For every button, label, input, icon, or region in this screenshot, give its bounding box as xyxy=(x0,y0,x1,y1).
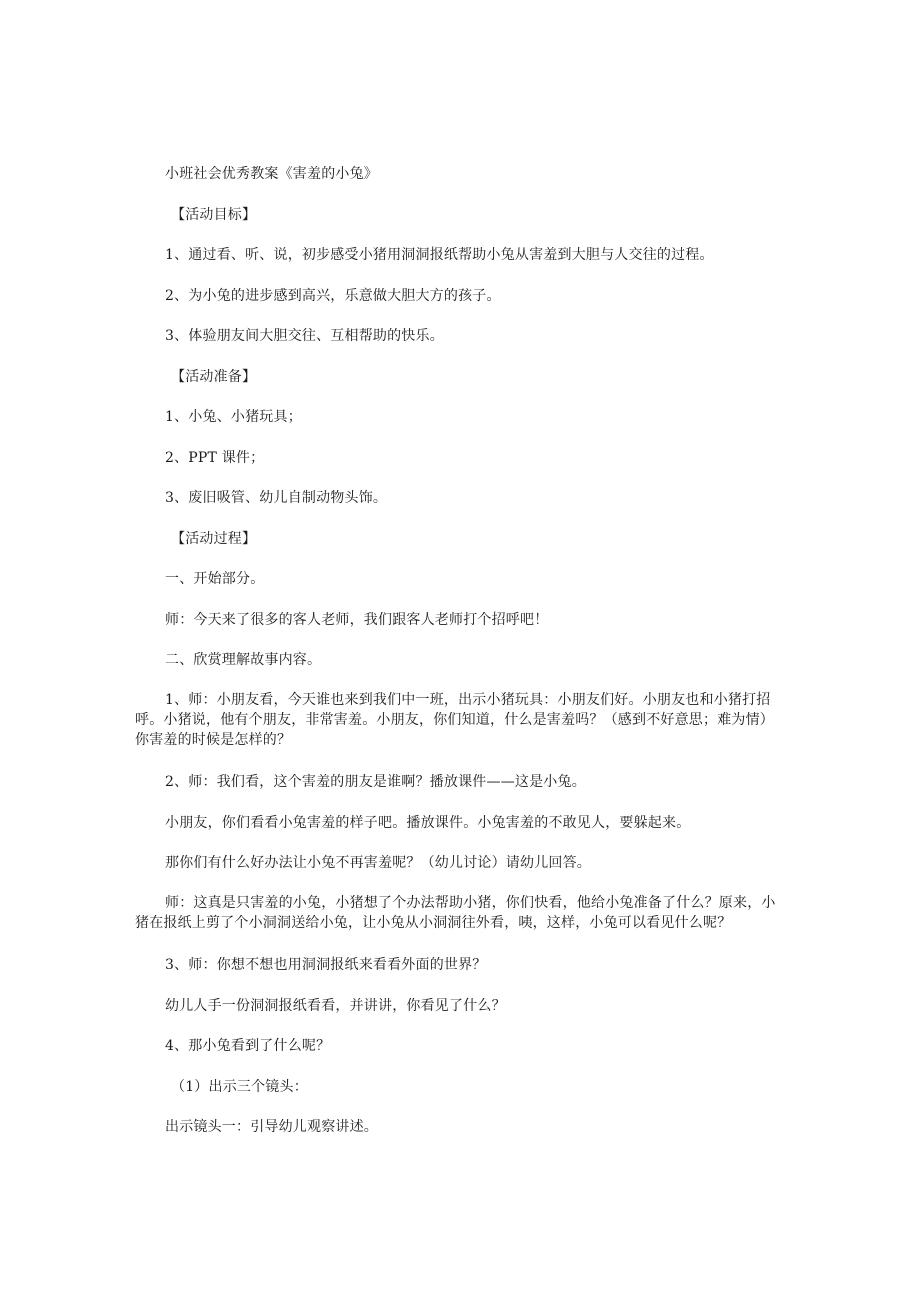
goal-item: 2、为小兔的进步感到高兴，乐意做大胆大方的孩子。 xyxy=(165,288,501,304)
process-paragraph: （1）出示三个镜头： xyxy=(171,1079,308,1095)
process-paragraph: 4、那小兔看到了什么呢？ xyxy=(165,1038,331,1054)
preparation-item: 2、PPT 课件； xyxy=(165,450,265,466)
process-paragraph: 3、师：你想不想也用洞洞报纸来看看外面的世界？ xyxy=(165,957,487,973)
process-paragraph: 师：今天来了很多的客人老师，我们跟客人老师打个招呼吧！ xyxy=(165,612,549,628)
section-heading-process: 【活动过程】 xyxy=(171,531,257,547)
process-paragraph: 1、师：小朋友看，今天谁也来到我们中一班，出示小猪玩具：小朋友们好。小朋友也和小猪打招呼。小猪说，他有个朋友，非常害羞。小朋友，你们知道，什么是害羞吗？（感到不好意思；难为情）你害羞的时候是怎样的？ xyxy=(135,692,774,748)
preparation-item: 1、小兔、小猪玩具； xyxy=(165,409,302,425)
section-heading-goals: 【活动目标】 xyxy=(171,207,257,223)
process-paragraph: 二、欣赏理解故事内容。 xyxy=(165,652,322,668)
goal-item: 1、通过看、听、说，初步感受小猪用洞洞报纸帮助小兔从害羞到大胆与人交往的过程。 xyxy=(165,247,714,263)
process-paragraph: 小朋友，你们看看小兔害羞的样子吧。播放课件。小兔害羞的不敢见人，要躲起来。 xyxy=(165,815,691,831)
document-title: 小班社会优秀教案《害羞的小兔》 xyxy=(165,166,378,182)
section-heading-preparation: 【活动准备】 xyxy=(171,369,257,385)
process-paragraph: 一、开始部分。 xyxy=(165,571,265,587)
goal-item: 3、体验朋友间大胆交往、互相帮助的快乐。 xyxy=(165,328,444,344)
process-paragraph: 师：这真是只害羞的小兔，小猪想了个办法帮助小猪，你们快看，他给小兔准备了什么？原来，小猪在报纸上剪了个小洞洞送给小兔，让小兔从小洞洞往外看，咦，这样，小兔可以看见什么呢？ xyxy=(135,895,776,931)
process-paragraph: 2、师：我们看，这个害羞的朋友是谁啊？播放课件——这是小兔。 xyxy=(165,774,586,790)
preparation-item: 3、废旧吸管、幼儿自制动物头饰。 xyxy=(165,490,388,506)
process-paragraph: 出示镜头一：引导幼儿观察讲述。 xyxy=(165,1119,378,1135)
process-paragraph: 那你们有什么好办法让小兔不再害羞呢？（幼儿讨论）请幼儿回答。 xyxy=(165,855,591,871)
process-paragraph: 幼儿人手一份洞洞报纸看看，并讲讲，你看见了什么？ xyxy=(165,998,506,1014)
